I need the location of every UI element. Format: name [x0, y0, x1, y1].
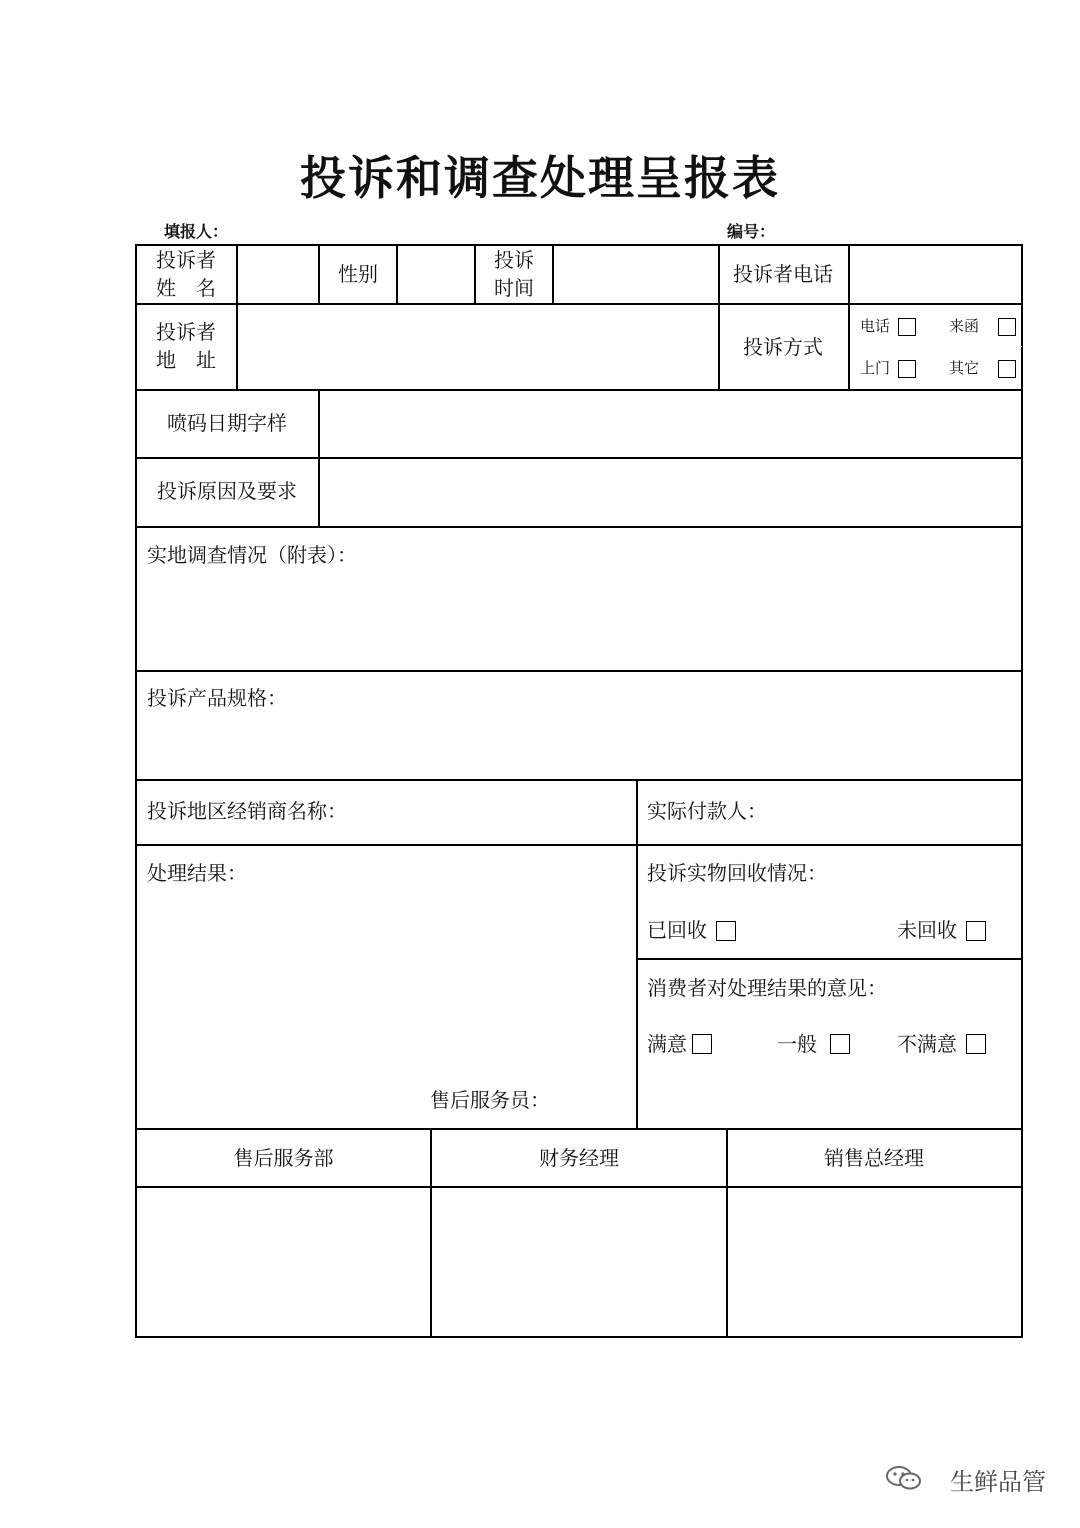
row-divider [136, 1128, 1022, 1130]
method-visit-checkbox[interactable] [898, 360, 916, 378]
signoff-aftersales-dept: 售后服务部 [233, 1146, 334, 1170]
method-phone-checkbox[interactable] [898, 318, 916, 336]
code-date-field[interactable] [320, 391, 1020, 455]
phone-field[interactable] [850, 246, 1020, 302]
not-recovered-checkbox[interactable] [966, 921, 986, 941]
watermark-text: 生鲜品管 [950, 1468, 1046, 1496]
row-divider [136, 670, 1022, 672]
normal-label: 一般 [777, 1032, 817, 1056]
method-letter-label: 来函 [949, 317, 980, 335]
recovered-checkbox[interactable] [716, 921, 736, 941]
row-divider [136, 526, 1022, 528]
method-other-label: 其它 [949, 359, 980, 377]
reporter-label: 填报人： [164, 222, 229, 241]
signoff-finance-manager: 财务经理 [539, 1146, 619, 1170]
signoff-sales-field[interactable] [728, 1188, 1020, 1336]
not-recovered-label: 未回收 [897, 918, 957, 942]
row-divider [848, 346, 1022, 347]
phone-label: 投诉者电话 [733, 262, 833, 286]
complainant-address-field[interactable] [238, 305, 716, 388]
row-divider [636, 958, 1022, 960]
signoff-finance-field[interactable] [432, 1188, 726, 1336]
gender-label: 性别 [338, 262, 378, 286]
recovered-label: 已回收 [647, 918, 707, 942]
signoff-sales-gm: 销售总经理 [824, 1146, 924, 1170]
method-visit-label: 上门 [860, 359, 891, 377]
normal-checkbox[interactable] [830, 1034, 850, 1054]
row-divider [136, 844, 1022, 846]
payer-label: 实际付款人： [647, 799, 767, 823]
method-letter-checkbox[interactable] [998, 318, 1016, 336]
recovery-label: 投诉实物回收情况： [647, 861, 827, 885]
code-date-label: 喷码日期字样 [167, 411, 287, 435]
signoff-aftersales-field[interactable] [137, 1188, 430, 1336]
col-divider [636, 779, 638, 1129]
complainant-name-label: 投诉者 姓 名 [156, 248, 216, 300]
unsatisfied-label: 不满意 [897, 1032, 957, 1056]
complainant-address-label: 投诉者 地 址 [156, 320, 216, 372]
satisfied-checkbox[interactable] [692, 1034, 712, 1054]
row-divider [136, 779, 1022, 781]
complaint-time-field[interactable] [554, 246, 716, 302]
method-other-checkbox[interactable] [998, 360, 1016, 378]
complaint-method-label: 投诉方式 [743, 335, 823, 359]
wechat-icon [884, 1464, 924, 1492]
complaint-time-label: 投诉 时间 [494, 248, 534, 300]
opinion-label: 消费者对处理结果的意见： [647, 976, 887, 1000]
reason-label: 投诉原因及要求 [157, 479, 297, 503]
unsatisfied-checkbox[interactable] [966, 1034, 986, 1054]
result-label: 处理结果： [147, 861, 247, 885]
product-spec-label: 投诉产品规格： [147, 686, 287, 710]
service-staff-label: 售后服务员： [430, 1088, 550, 1112]
number-label: 编号： [727, 222, 776, 241]
gender-field[interactable] [398, 246, 472, 302]
form-title: 投诉和调查处理呈报表 [300, 151, 780, 205]
reason-field[interactable] [320, 459, 1020, 524]
method-phone-label: 电话 [860, 317, 891, 335]
investigation-label: 实地调查情况（附表）： [147, 543, 357, 567]
dealer-label: 投诉地区经销商名称： [147, 799, 347, 823]
complainant-name-field[interactable] [238, 246, 316, 302]
satisfied-label: 满意 [647, 1032, 687, 1056]
